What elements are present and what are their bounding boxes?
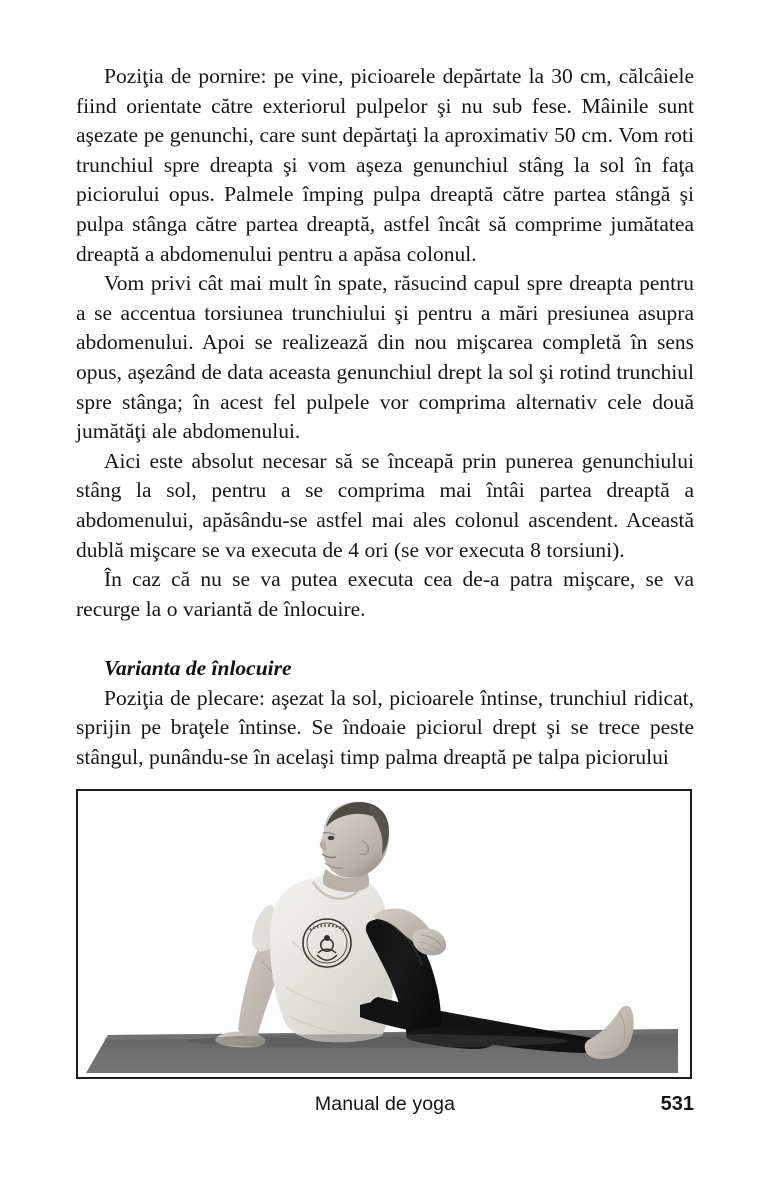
paragraph-1: Poziţia de pornire: pe vine, picioarele depărtate la 30 cm, călcâiele fiind orientate către exteriorul pulpelor şi nu sub fese. Mâinile sunt aşezate pe genunchi, care sunt depărtaţi la aproximativ 50 cm. Vom roti trunchiul spre dreapta şi vom aşeza genunchiul stâng la sol în faţa piciorului opus. Palmele împing pulpa dreaptă către partea stângă şi pulpa stânga către partea dreaptă, astfel încât să comprime jumătatea dreaptă a abdomenului pentru a apăsa colonul. — [76, 64, 694, 266]
paragraph-2: Vom privi cât mai mult în spate, răsucind capul spre dreapta pentru a se accentua torsiunea trunchiului şi pentru a mări presiunea asupra abdomenului. Apoi se realizează din nou mişcarea completă în sens opus, aşezând de data aceasta genunchiul drept la sol şi rotind trunchiul spre stânga; în acest fel pulpele vor comprima alternativ cele două jumătăţi ale abdomenului. — [76, 271, 694, 444]
paragraph-4: În caz că nu se va putea executa cea de-a patra mişcare, se va recurge la o variantă de înlocuire. — [76, 567, 694, 621]
page-number: 531 — [660, 1093, 694, 1115]
figure-photo-frame — [76, 789, 692, 1079]
paragraph-3: Aici este absolut necesar să se înceapă prin punerea genunchiului stâng la sol, pentru a se comprima mai întâi partea dreaptă a abdomenului, apăsându-se astfel mai ales colonul ascendent. Această dublă mişcare se va executa de 4 ori (se vor executa 8 torsiuni). — [76, 448, 694, 562]
yoga-pose-illustration — [78, 791, 690, 1077]
section-heading-varianta-de-inlocuire: Varianta de înlocuire — [104, 656, 292, 681]
page-footer — [76, 1091, 694, 1117]
paragraph-5: Poziţia de plecare: aşezat la sol, picioarele întinse, trunchiul ridicat, sprijin pe braţele întinse. Se îndoaie piciorul drept şi se trece peste stângul, punându-se în acelaşi timp palma dreaptă pe talpa piciorului — [76, 685, 694, 770]
text-column — [76, 62, 694, 773]
running-title: Manual de yoga — [314, 1093, 456, 1115]
heading-spacer — [76, 624, 694, 654]
yoga-pose-photo — [78, 791, 690, 1077]
